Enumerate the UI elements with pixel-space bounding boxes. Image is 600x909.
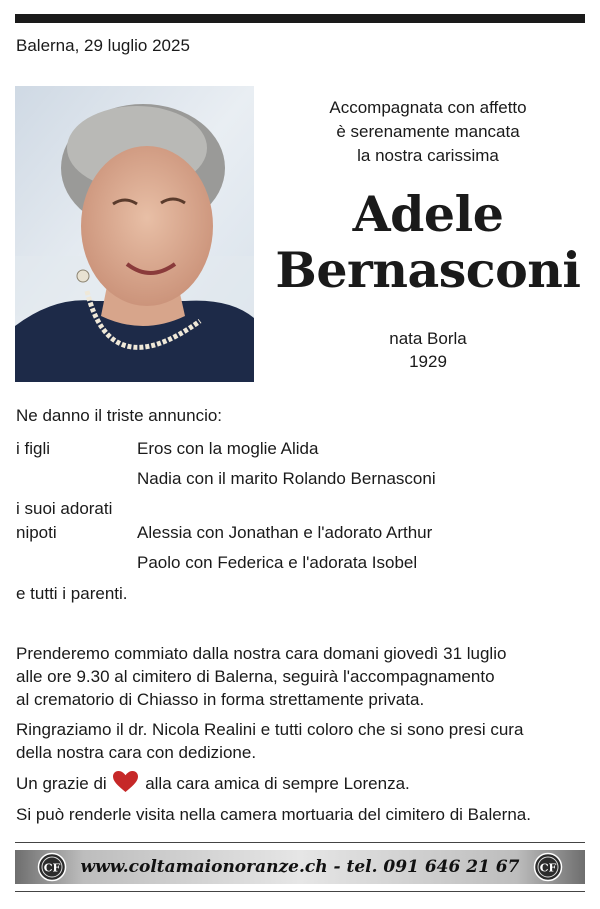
ceremony-line: al crematorio di Chiasso in forma strettamente privata. [16, 690, 425, 709]
grazie-paragraph [16, 771, 581, 795]
footer-contact: www.coltamaionoranze.ch - tel. 091 646 21 67 [80, 857, 520, 877]
ceremony-line: alle ore 9.30 al cimitero di Balerna, seguirà l'accompagnamento [16, 667, 495, 686]
family-label-grandchildren-2: nipoti [16, 523, 57, 542]
maiden-name: nata Borla [389, 329, 467, 348]
grazie-text-before: Un grazie di [16, 774, 107, 793]
intro-line: la nostra carissima [357, 146, 499, 165]
intro-line: è serenamente mancata [336, 122, 520, 141]
announcement-line: Ne danno il triste annuncio: [16, 406, 223, 425]
footer-bottom-rule [15, 891, 585, 892]
deceased-last-name: Bernasconi [275, 241, 581, 299]
family-member: Nadia con il marito Rolando Bernasconi [137, 469, 436, 488]
footer-top-rule [15, 842, 585, 843]
family-label-grandchildren: i suoi adorati [16, 499, 113, 518]
intro-line: Accompagnata con affetto [329, 98, 527, 117]
birth-year: 1929 [409, 352, 447, 371]
logo-letters: CF [43, 861, 61, 875]
thanks-line: della nostra cara con dedizione. [16, 743, 257, 762]
grazie-text-after: alla cara amica di sempre Lorenza. [145, 774, 410, 793]
ceremony-line: Prenderemo commiato dalla nostra cara domani giovedì 31 luglio [16, 644, 507, 663]
logo-letters: CF [539, 861, 557, 875]
family-label-children: i figli [16, 439, 51, 458]
thanks-line: Ringraziamo il dr. Nicola Realini e tutti coloro che si sono presi cura [16, 720, 524, 739]
ceremony-paragraph [16, 642, 581, 711]
birth-info [298, 327, 558, 373]
deceased-first-name: Adele [352, 185, 504, 243]
family-member: Paolo con Federica e l'adorata Isobel [137, 553, 418, 572]
notice-date: Balerna, 29 luglio 2025 [16, 36, 190, 55]
family-member: Alessia con Jonathan e l'adorato Arthur [137, 523, 433, 542]
family-member: Eros con la moglie Alida [137, 439, 319, 458]
deceased-name [270, 186, 586, 298]
heart-icon [113, 771, 138, 793]
visit-paragraph: Si può renderle visita nella camera mortuaria del cimitero di Balerna. [16, 805, 531, 824]
portrait-photo [15, 86, 254, 382]
top-rule [15, 14, 585, 23]
agency-logo-right [533, 852, 563, 882]
other-relatives: e tutti i parenti. [16, 584, 128, 603]
thanks-paragraph [16, 718, 581, 764]
intro-text [298, 96, 558, 168]
footer-banner [15, 842, 585, 892]
